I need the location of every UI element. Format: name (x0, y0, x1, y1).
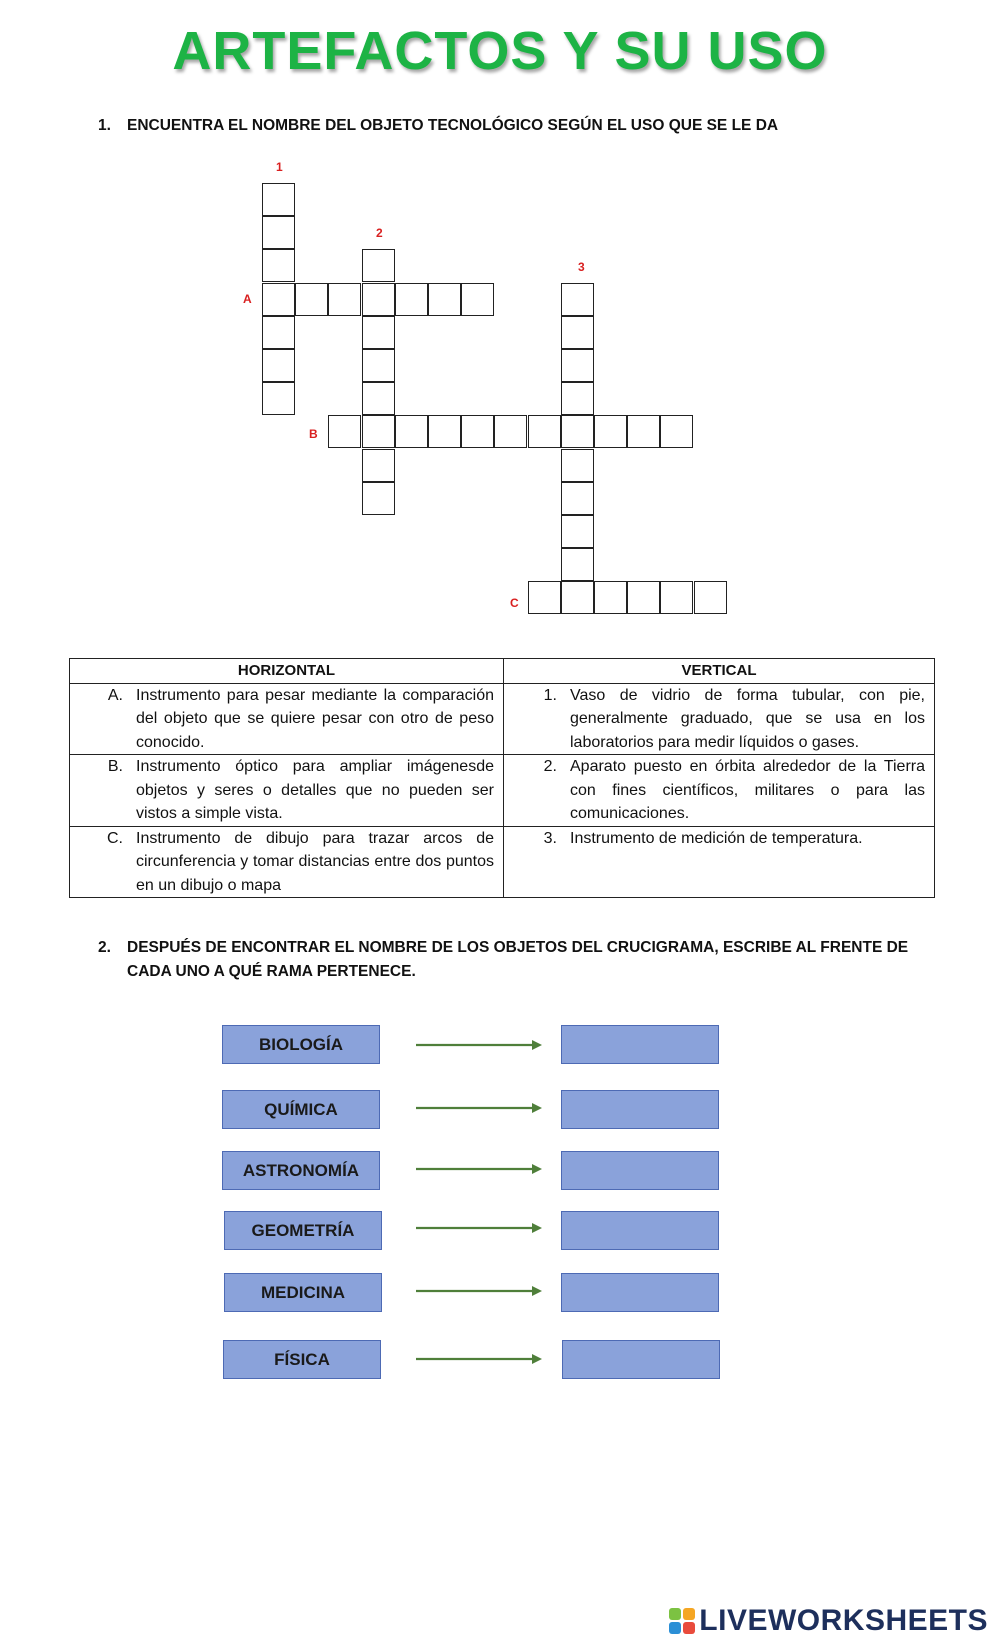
branch-label-astronomia: ASTRONOMÍA (222, 1151, 380, 1190)
arrow-icon (414, 1038, 544, 1052)
vertical-clue-number: 3. (543, 829, 557, 847)
crossword-cell[interactable] (362, 283, 395, 316)
horizontal-clue-letter: B. (107, 758, 123, 775)
question-1-text: ENCUENTRA EL NOMBRE DEL OBJETO TECNOLÓGICO SEGÚN EL USO QUE SE LE DA (127, 117, 779, 134)
branch-label-fisica: FÍSICA (223, 1340, 381, 1379)
crossword-cell[interactable] (262, 183, 295, 216)
horizontal-header: HORIZONTAL (70, 659, 504, 684)
crossword-cell[interactable] (262, 283, 295, 316)
clue-letter-b: B (309, 427, 318, 441)
arrow-icon (414, 1221, 544, 1235)
crossword-cell[interactable] (428, 283, 461, 316)
crossword-cell[interactable] (561, 548, 594, 581)
horizontal-clue-letter: C. (107, 829, 123, 847)
crossword-cell[interactable] (561, 482, 594, 515)
vertical-header: VERTICAL (504, 659, 935, 684)
crossword-cell[interactable] (461, 415, 494, 448)
crossword-cell[interactable] (362, 415, 395, 448)
crossword-cell[interactable] (362, 482, 395, 515)
crossword-cell[interactable] (627, 415, 660, 448)
worksheet-title: ARTEFACTOS Y SU USO (172, 21, 828, 81)
answer-box[interactable] (562, 1340, 720, 1379)
clues-table (69, 658, 935, 898)
vertical-clue-text: Vaso de vidrio de forma tubular, con pie, generalmente graduado, que se usa en los laboratorios para medir líquidos o gases. (570, 686, 925, 751)
answer-box[interactable] (561, 1025, 719, 1064)
crossword-cell[interactable] (362, 249, 395, 282)
crossword-cell[interactable] (561, 449, 594, 482)
crossword-cell[interactable] (561, 415, 594, 448)
arrow-icon (414, 1101, 544, 1115)
crossword-cell[interactable] (362, 449, 395, 482)
logo-text: LIVEWORKSHEETS (699, 1604, 988, 1637)
question-2 (98, 936, 918, 986)
crossword-cell[interactable] (295, 283, 328, 316)
branch-label-geometria: GEOMETRÍA (224, 1211, 382, 1250)
crossword-cell[interactable] (660, 415, 693, 448)
vertical-clue-text: Aparato puesto en órbita alrededor de la Tierra con fines científicos, militares o para las comunicaciones. (570, 758, 925, 822)
arrow-icon (414, 1162, 544, 1176)
crossword-cell[interactable] (528, 581, 561, 614)
crossword-cell[interactable] (694, 581, 727, 614)
crossword-cell[interactable] (528, 415, 561, 448)
crossword-cell[interactable] (262, 382, 295, 415)
clue-number-3: 3 (578, 260, 585, 274)
crossword-cell[interactable] (262, 216, 295, 249)
crossword-cell[interactable] (594, 581, 627, 614)
clue-number-2: 2 (376, 226, 383, 240)
crossword-cell[interactable] (660, 581, 693, 614)
horizontal-clue-text: Instrumento para pesar mediante la comparación del objeto que se quiere pesar con otro de peso conocido. (136, 686, 494, 751)
answer-box[interactable] (561, 1090, 719, 1129)
table-row (70, 755, 935, 827)
crossword-cell[interactable] (561, 515, 594, 548)
crossword-cell[interactable] (362, 316, 395, 349)
crossword-cell[interactable] (362, 382, 395, 415)
crossword-cell[interactable] (262, 316, 295, 349)
crossword-cell[interactable] (561, 283, 594, 316)
question-1-number: 1. (98, 117, 111, 134)
crossword-cell[interactable] (328, 415, 361, 448)
crossword-cell[interactable] (494, 415, 527, 448)
crossword-cell[interactable] (362, 349, 395, 382)
crossword-cell[interactable] (395, 415, 428, 448)
vertical-clue-text: Instrumento de medición de temperatura. (570, 829, 863, 847)
crossword-cell[interactable] (395, 283, 428, 316)
horizontal-clue-text: Instrumento de dibujo para trazar arcos de circunferencia y tomar distancias entre dos puntos en un dibujo o mapa (136, 829, 494, 894)
crossword-cell[interactable] (561, 382, 594, 415)
question-2-number: 2. (98, 939, 111, 956)
clue-number-1: 1 (276, 160, 283, 174)
logo-icon (669, 1608, 695, 1634)
branch-label-quimica: QUÍMICA (222, 1090, 380, 1129)
answer-box[interactable] (561, 1273, 719, 1312)
arrow-icon (414, 1284, 544, 1298)
crossword-cell[interactable] (428, 415, 461, 448)
crossword-cell[interactable] (627, 581, 660, 614)
crossword-cell[interactable] (561, 581, 594, 614)
clue-letter-a: A (243, 292, 252, 306)
crossword-cell[interactable] (561, 316, 594, 349)
vertical-clue-number: 2. (543, 758, 557, 775)
answer-box[interactable] (561, 1211, 719, 1250)
table-row (70, 826, 935, 898)
clue-letter-c: C (510, 596, 519, 610)
horizontal-clue-text: Instrumento óptico para ampliar imágenesde objetos y seres o detalles que no pueden ser vistos a simple vista. (136, 758, 494, 822)
liveworksheets-logo (669, 1604, 988, 1638)
branch-label-medicina: MEDICINA (224, 1273, 382, 1312)
crossword-cell[interactable] (262, 349, 295, 382)
branch-label-biologia: BIOLOGÍA (222, 1025, 380, 1064)
crossword-cell[interactable] (328, 283, 361, 316)
horizontal-clue-letter: A. (107, 686, 123, 704)
vertical-clue-number: 1. (543, 686, 557, 704)
crossword-cell[interactable] (461, 283, 494, 316)
crossword-cell[interactable] (594, 415, 627, 448)
table-row (70, 683, 935, 755)
answer-box[interactable] (561, 1151, 719, 1190)
crossword-cell[interactable] (561, 349, 594, 382)
crossword-cell[interactable] (262, 249, 295, 282)
question-2-text: DESPUÉS DE ENCONTRAR EL NOMBRE DE LOS OBJETOS DEL CRUCIGRAMA, ESCRIBE AL FRENTE DE CADA UNO A QUÉ RAMA PERTENECE. (127, 939, 909, 980)
arrow-icon (414, 1352, 544, 1366)
